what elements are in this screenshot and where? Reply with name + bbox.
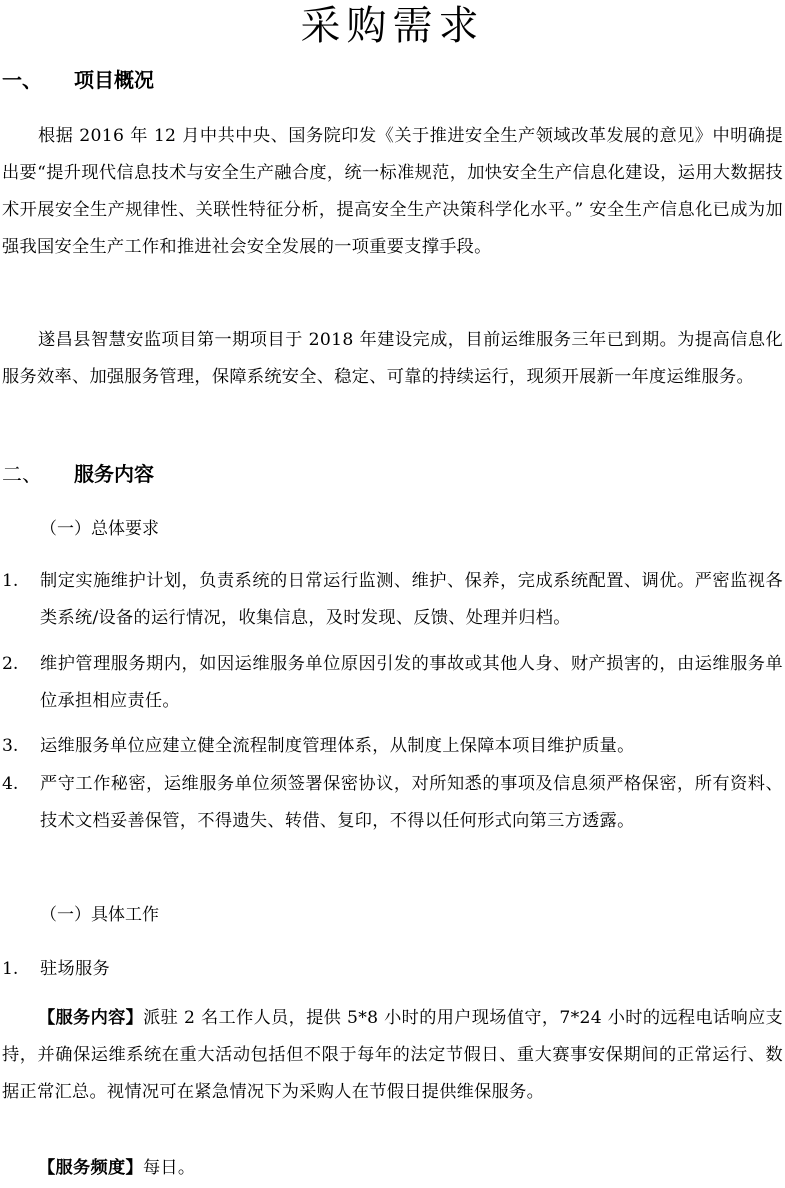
service-content-label: 【服务内容】 [38,1008,144,1028]
section-heading-service-content [2,460,154,488]
section-title: 服务内容 [74,462,154,486]
list-item-number: 2. [2,654,19,674]
list-item-text: 制定实施维护计划，负责系统的日常运行监测、维护、保养，完成系统配置、调优。严密监视各类系统/设备的运行情况，收集信息，及时发现、反馈、处理并归档。 [40,571,783,628]
paragraph-service-frequency [2,1150,783,1187]
document-title: 采购需求 [300,3,485,49]
list-item-number: 1. [2,571,19,591]
subsection-specific-work: （一）具体工作 [40,905,159,925]
list-item-text: 严守工作秘密，运维服务单位须签署保密协议，对所知悉的事项及信息须严格保密，所有资料、技术文档妥善保管，不得遗失、转借、复印，不得以任何形式向第三方透露。 [40,774,783,831]
paragraph-service-content [2,1000,783,1111]
service-frequency-text: 每日。 [142,1158,196,1178]
section-number: 一、 [2,68,42,92]
service-frequency-label: 【服务频度】 [38,1158,143,1178]
section-number: 二、 [2,462,42,486]
list-item [2,766,783,840]
list-item [2,728,783,765]
list-item-number: 1. [2,959,19,979]
paragraph-project-status: 遂昌县智慧安监项目第一期项目于 2018 年建设完成，目前运维服务三年已到期。为提高信息化服务效率、加强服务管理，保障系统安全、稳定、可靠的持续运行，现须开展新一年度运维服务。 [2,330,783,387]
list-item [2,563,783,637]
service-content-text: 派驻 2 名工作人员，提供 5*8 小时的用户现场值守，7*24 小时的远程电话响应支持，并确保运维系统在重大活动包括但不限于每年的法定节假日、重大赛事安保期间的正常运行、数据正常汇总。视情况可在紧急情况下为采购人在节假日提供维保服务。 [2,1008,783,1102]
list-item [2,951,783,988]
paragraph-policy-background: 根据 2016 年 12 月中共中央、国务院印发《关于推进安全生产领域改革发展的意见》中明确提出要“提升现代信息技术与安全生产融合度，统一标准规范，加快安全生产信息化建设，运用大数据技术开展安全生产规律性、关联性特征分析，提高安全生产决策科学化水平。” 安全生产信息化已成为加强我国安全生产工作和推进社会安全发展的一项重要支撑手段。 [2,126,783,257]
list-item [2,646,783,720]
list-item-text: 运维服务单位应建立健全流程制度管理体系，从制度上保障本项目维护质量。 [40,736,635,756]
list-item-number: 3. [2,736,19,756]
section-heading-overview [2,66,154,94]
list-item-number: 4. [2,774,19,794]
section-title: 项目概况 [74,68,154,92]
list-item-text: 驻场服务 [40,959,110,979]
list-item-text: 维护管理服务期内，如因运维服务单位原因引发的事故或其他人身、财产损害的，由运维服务单位承担相应责任。 [40,654,783,711]
subsection-general-requirements: （一）总体要求 [40,519,159,539]
